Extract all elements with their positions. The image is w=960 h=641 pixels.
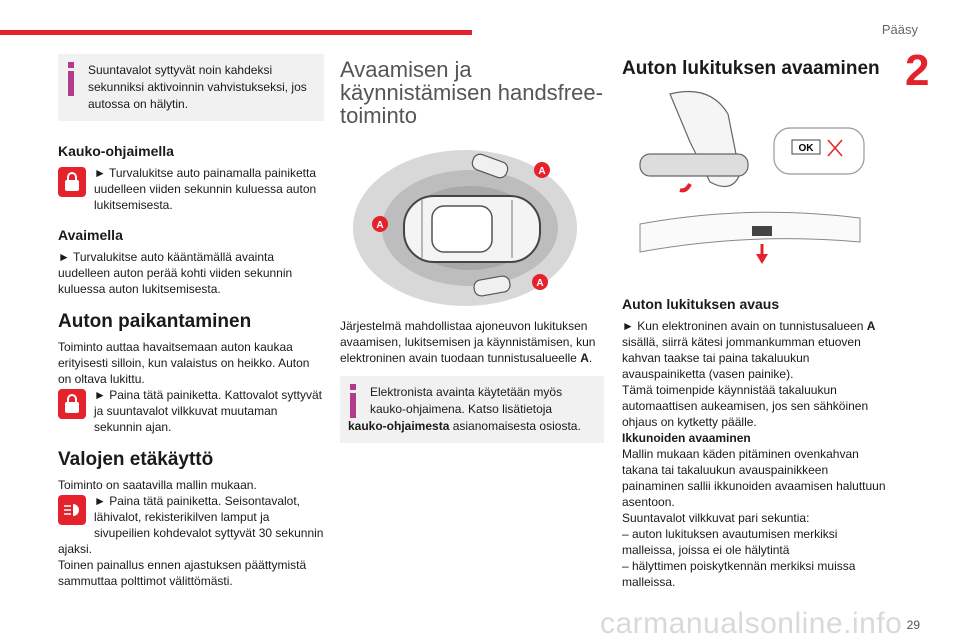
windows-text: Mallin mukaan käden pitäminen ovenkahvan takana tai takaluukun avauspainikkeen painaminen sallii ikkunoiden avaamisen haluttuun asentoon. bbox=[622, 447, 886, 509]
windows-heading: Ikkunoiden avaaminen bbox=[622, 431, 751, 445]
section-name: Pääsy bbox=[881, 22, 918, 37]
key-text: ► Turvalukitse auto kääntämällä avainta uudelleen auton perää kohti viiden sekunnin kuluessa auton lukitsemisesta. bbox=[58, 250, 293, 296]
lights-heading: Valojen etäkäyttö bbox=[58, 449, 214, 470]
right-column-title bbox=[622, 58, 892, 80]
zone-label-a-left-text: A bbox=[376, 220, 384, 231]
info-note bbox=[58, 54, 324, 121]
locate-button-icon bbox=[58, 389, 86, 419]
locate-heading: Auton paikantaminen bbox=[58, 311, 252, 332]
unlock-title: Auton lukituksen avaaminen bbox=[622, 58, 880, 79]
locate-text-2: ► Paina tätä painiketta. Kattovalot syttyvät ja suuntavalot vilkkuvat muutaman sekunnin ajan. bbox=[94, 388, 322, 434]
lights-text: Toiminto on saatavilla mallin mukaan. bbox=[58, 478, 257, 492]
watermark: carmanualsonline.info bbox=[600, 607, 903, 640]
blink-item-2: – hälyttimen poiskytkennän merkiksi muissa malleissa. bbox=[622, 559, 856, 589]
headlight-button-icon bbox=[58, 495, 86, 525]
zone-label-a-bottom-text: A bbox=[536, 278, 544, 289]
right-column bbox=[622, 296, 892, 590]
middle-body bbox=[340, 318, 604, 443]
remote-text: ► Turvalukitse auto painamalla painiketta uudelleen viiden sekunnin kuluessa auton lukitsemisesta. bbox=[94, 166, 317, 212]
key-info-note: Elektronista avainta käytetään myös kauko-ohjaimena. Katso lisätietoja kauko-ohjaimesta asianomaisesta osiosta. bbox=[340, 376, 604, 443]
zone-label-a-top-text: A bbox=[538, 166, 546, 177]
lock-button-icon bbox=[58, 167, 86, 197]
unlock-heading: Auton lukituksen avaus bbox=[622, 296, 780, 312]
key-heading: Avaimella bbox=[58, 227, 123, 243]
blink-item-1: – auton lukituksen avautumisen merkiksi malleissa, joissa ei ole hälytintä bbox=[622, 527, 838, 557]
info-icon bbox=[66, 62, 76, 96]
unlock-text: ► Kun elektroninen avain on tunnistusalueen A sisällä, siirrä kätesi jommankumman etuoven kahvan taakse tai paina takaluukun avauspainiketta (vasen painike). bbox=[622, 319, 876, 381]
handsfree-description: Järjestelmä mahdollistaa ajoneuvon lukituksen avaamisen, lukitsemisen ja käynnistämisen, kun elektroninen avain tuodaan tunnistusalueelle A. bbox=[340, 319, 596, 365]
top-accent-bar bbox=[0, 30, 472, 35]
blink-text: Suuntavalot vilkkuvat pari sekuntia: bbox=[622, 511, 810, 525]
lights-text-3: Toinen painallus ennen ajastuksen päättymistä sammuttaa polttimot välittömästi. bbox=[58, 558, 307, 588]
info-icon bbox=[348, 384, 358, 418]
remote-heading: Kauko-ohjaimella bbox=[58, 143, 174, 159]
left-column bbox=[58, 54, 324, 589]
tailgate-text: Tämä toimenpide käynnistää takaluukun automaattisen aukeamisen, jos sen sähköinen ohjaus on kytketty päälle. bbox=[622, 383, 869, 429]
detection-zone-figure bbox=[352, 148, 578, 308]
info-note-text: Suuntavalot syttyvät noin kahdeksi sekunniksi aktivoinnin vahvistukseksi, jos autossa on hälytin. bbox=[88, 63, 307, 111]
handsfree-title: Avaamisen ja käynnistämisen handsfree-toiminto bbox=[340, 57, 603, 128]
middle-column bbox=[340, 58, 604, 127]
key-info-note-text: Elektronista avainta käytetään myös kauko-ohjaimena. Katso lisätietoja bbox=[370, 385, 563, 416]
page-number: 29 bbox=[906, 618, 920, 632]
door-handle-figure bbox=[630, 84, 880, 280]
ok-label: OK bbox=[798, 143, 814, 154]
locate-text: Toiminto auttaa havaitsemaan auton kaukaa erityisesti silloin, kun valaistus on heikko. Auton on oltava lukittu. bbox=[58, 340, 310, 386]
chapter-number: 2 bbox=[905, 46, 930, 95]
lights-text-2: ► Paina tätä painiketta. Seisontavalot, lähivalot, rekisterikilven lamput ja sivupeilien kohdevalot syttyvät 30 sekunnin ajaksi. bbox=[58, 494, 324, 556]
